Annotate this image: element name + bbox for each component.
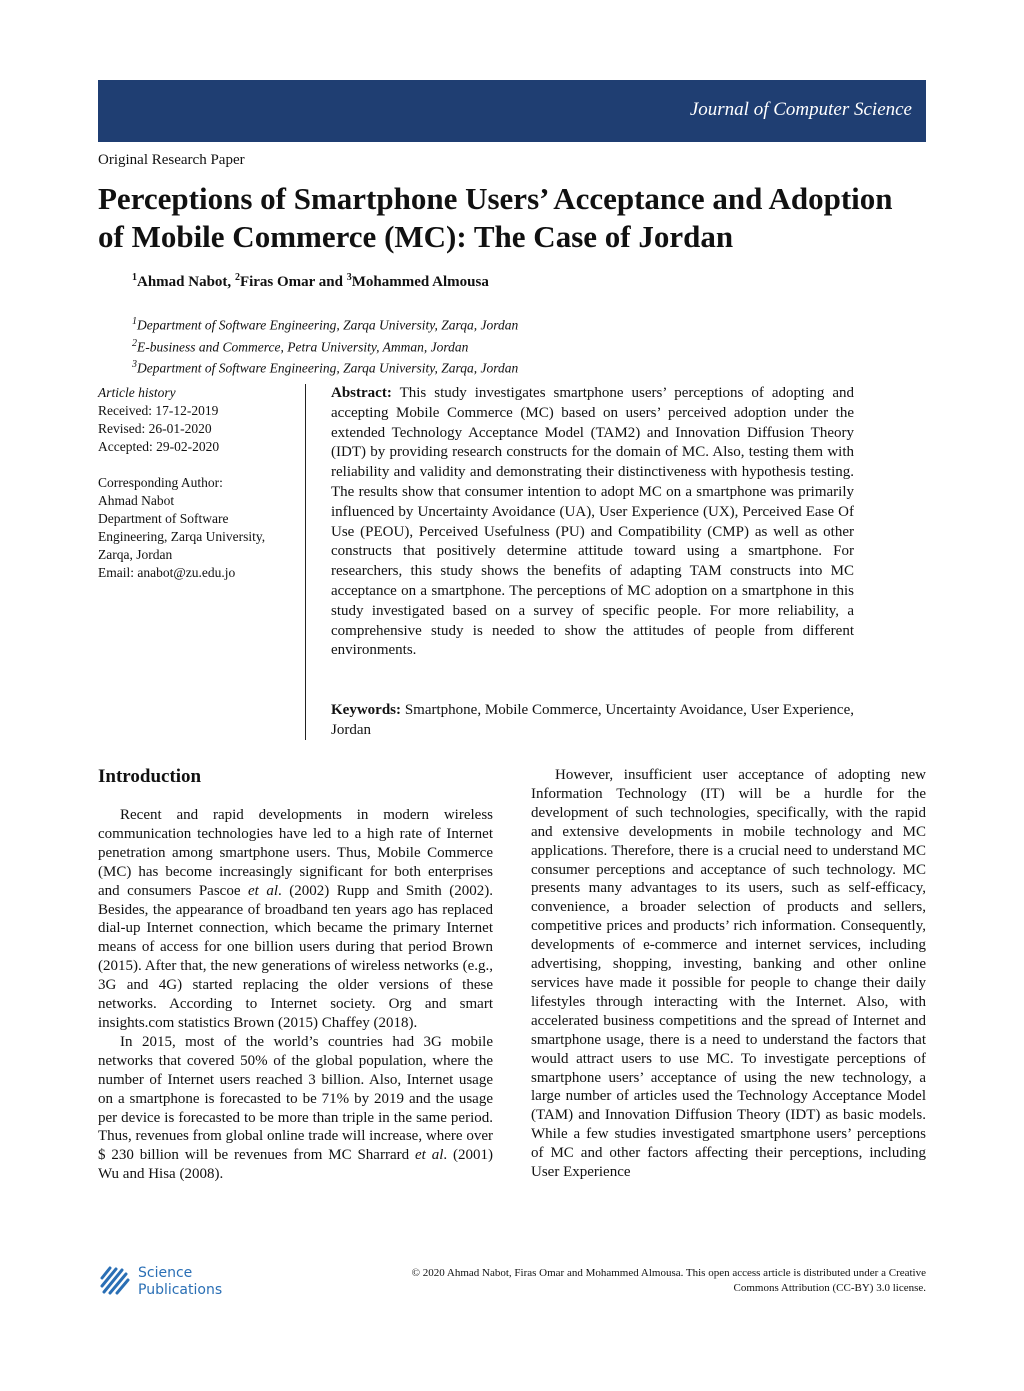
publisher-logo [98, 1262, 248, 1302]
author-name: Firas Omar and [239, 274, 347, 290]
affiliation-text: Department of Software Engineering, Zarqa University, Zarqa, Jordan [137, 317, 519, 333]
title-line-1: Perceptions of Smartphone Users’ Acceptance and Adoption [98, 181, 893, 216]
revised-date: Revised: 26-01-2020 [98, 421, 212, 436]
affiliation-text: E-business and Commerce, Petra University, Amman, Jordan [137, 339, 469, 354]
paragraph-text: Recent and rapid developments in modern wireless communication technologies have led to a high rate of Internet penetration among smartphone users. Thus, Mobile Commerce (MC) has become increasingly significant for both enterprises and consumers Pascoe [98, 807, 493, 899]
author-sup: 2 [234, 272, 240, 283]
corresponding-dept: Engineering, Zarqa University, [98, 529, 266, 544]
keywords-label: Keywords: [331, 702, 401, 718]
paragraph-text: . (2002) Rupp and Smith (2002). Besides, the appearance of broadband ten years ago has replaced dial-up Internet connection, which became the primary Internet means of access for one billion users during that period Brown (2015). After that, the new generations of wireless networks (e.g., 3G and 4G) started replacing the older versions of these networks. According to Internet society. Org and smart insights.com statistics Brown (2015) Chaffey (2018). [98, 882, 493, 1031]
body-paragraph: However, insufficient user acceptance of adopting new Information Technology (IT) will be a hurdle for the development of such technologies, specifically, with the rapid and extensive developments in mobile technology and MC applications. Therefore, there is a crucial need to understand MC consumer perceptions and acceptance of such technology. MC presents many advantages to its users, such as self-efficacy, convenience, a broader selection of products and sellers, competitive prices and products’ rich information. Consequently, developments of e-commerce and internet services, including advertising, shopping, investing, banking and other online services have made it possible for people to change their daily lifestyles through interacting with the Internet. Also, with accelerated business competitions and the spread of Internet and smartphone usage, there is a need to understand the factors that would attract users to use MC. To investigate perceptions of smartphone users’ acceptance of using the new technology, a large number of articles used the Technology Acceptance Model (TAM) and Innovation Diffusion Theory (IDT) as basic models. While a few studies investigated smartphone users’ perceptions of MC and other factors affecting their perceptions, including User Experience [531, 767, 926, 1181]
author-name: Mohammed Almousa [351, 274, 489, 290]
article-history-label: Article history [98, 385, 176, 400]
paper-title [98, 180, 928, 256]
publisher-name-line: Publications [138, 1282, 223, 1298]
author-sup: 1 [132, 272, 137, 283]
title-line-2: of Mobile Commerce (MC): The Case of Jordan [98, 219, 734, 254]
section-heading: Introduction [98, 766, 202, 787]
author-list [132, 272, 489, 291]
license-line: Commons Attribution (CC-BY) 3.0 license. [733, 1282, 926, 1294]
license-notice [360, 1266, 926, 1296]
abstract [331, 384, 854, 661]
affiliation [132, 335, 518, 357]
received-date: Received: 17-12-2019 [98, 403, 219, 418]
publisher-name [138, 1265, 222, 1299]
publisher-name-line: Science [138, 1265, 193, 1281]
paragraph-text: In 2015, most of the world’s countries had 3G mobile networks that covered 50% of the global population, where the number of Internet users reached 3 billion. Also, Internet usage on a smartphone is forecasted to be 71% by 2019 and the usage per device is forecasted to be more than triple in the same period. Thus, revenues from global online trade will increase, where over $ 230 billion will be revenues from MC Sharrard [98, 1033, 493, 1164]
citation-etal: et al [415, 1147, 444, 1164]
paper-type: Original Research Paper [98, 152, 245, 168]
journal-banner [98, 80, 926, 142]
author-sup: 3 [346, 272, 352, 283]
license-line: © 2020 Ahmad Nabot, Firas Omar and Mohammed Almousa. This open access article is distributed under a Creative [411, 1267, 926, 1279]
body-column-left [98, 766, 493, 1184]
body-paragraph [98, 1033, 493, 1184]
affiliation-text: Department of Software Engineering, Zarqa University, Zarqa, Jordan [137, 360, 519, 376]
corresponding-location: Zarqa, Jordan [98, 547, 173, 562]
affiliation-sup: 1 [132, 316, 137, 327]
body-paragraph [98, 806, 493, 1033]
corresponding-dept: Department of Software [98, 511, 229, 526]
corresponding-name: Ahmad Nabot [98, 493, 175, 508]
affiliation-list [132, 313, 518, 378]
journal-name: Journal of Computer Science [689, 99, 912, 120]
affiliation [132, 356, 518, 378]
author-name: Ahmad Nabot, [137, 274, 235, 290]
affiliation [132, 313, 518, 335]
citation-etal: et al [247, 882, 278, 899]
corresponding-email[interactable]: Email: anabot@zu.edu.jo [98, 565, 236, 580]
body-column-right [531, 766, 926, 1182]
abstract-text: This study investigates smartphone users’ perceptions of adopting and accepting Mobile Commerce (MC) based on users’ perceived adoption under the extended Technology Acceptance Model (TAM2) and Innovation Diffusion Theory (IDT) by providing research constructs for the domain of MC. Also, testing them with reliability and validity and demonstrating their distinctiveness with hypothesis testing. The results show that consumer intention to adopt MC on a smartphone was primarily influenced by Uncertainty Avoidance (UA), User Experience (UX), Perceived Ease Of Use (PEOU), Perceived Usefulness (PU) and Compatibility (CMP) as well as other constructs that positively determine attitude toward using a smartphone. For researchers, this study shows the benefits of adapting TAM constructs into MC acceptance on a smartphone. The perceptions of MC adoption on a smartphone in this study investigated based on a survey of specific people. For more reliability, a comprehensive study is needed to show the attitudes of people from different environments. [331, 385, 855, 659]
paragraph-text: . (2001) Wu and Hisa (2008). [98, 1147, 493, 1183]
affiliation-sup: 3 [132, 359, 137, 370]
science-publications-logo-icon [98, 1264, 132, 1298]
keywords-text: Smartphone, Mobile Commerce, Uncertainty Avoidance, User Experience, Jordan [331, 702, 854, 738]
sidebar-divider [305, 384, 306, 740]
keywords [331, 701, 854, 741]
article-sidebar [98, 384, 298, 582]
accepted-date: Accepted: 29-02-2020 [98, 439, 220, 454]
abstract-label: Abstract: [331, 385, 392, 401]
affiliation-sup: 2 [132, 337, 137, 349]
corresponding-label: Corresponding Author: [98, 475, 223, 490]
